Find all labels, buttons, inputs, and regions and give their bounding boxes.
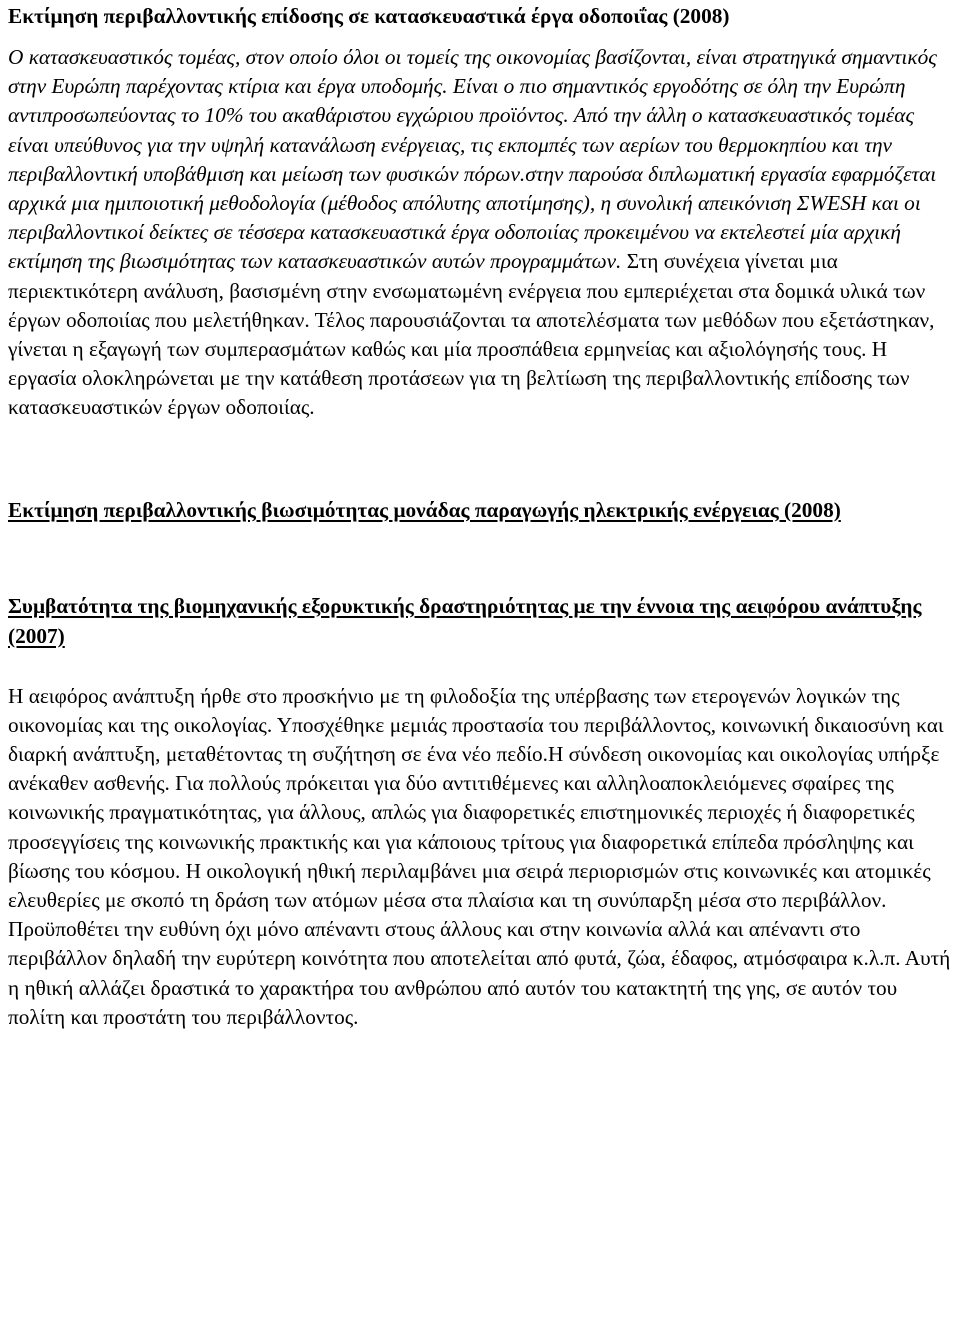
section-title-mining-sustainability: Συμβατότητα της βιομηχανικής εξορυκτικής δραστηριότητας με την έννοια της αειφόρου ανάπτυξης (2007) <box>8 593 922 648</box>
paragraph-sustainable-development: Η αειφόρος ανάπτυξη ήρθε στο προσκήνιο με τη φιλοδοξία της υπέρβασης των ετερογενών λογικών της οικονομίας και της οικολογίας. Υποσχέθηκε μεμιάς προστασία του περιβάλλοντος, κοινωνική δικαιοσύνη και διαρκή ανάπτυξη, μεταθέτοντας τη συζήτηση σε ένα νέο πεδίο.Η σύνδεση οικονομίας και οικολογίας υπήρξε ανέκαθεν ασθενής. Για πολλούς πρόκειται για δύο αντιτιθέμενες και αλληλοαποκλειόμενες σφαίρες της κοινωνικής πραγματικότητας, για άλλους, απλώς για διαφορετικές επιστημονικές περιοχές ή διαφορετικές προσεγγίσεις της κοινωνικής πρακτικής και για κάποιους τρίτους για διαφορετικά επίπεδα πρόσληψης και βίωσης του κόσμου. Η οικολογική ηθική περιλαμβάνει μια σειρά περιορισμών στις κοινωνικές και ατομικές ελευθερίες με σκοπό τη δράση των ατόμων μέσα στα πλαίσια και τη συνύπαρξη μέσα στο περιβάλλον. Προϋποθέτει την ευθύνη όχι μόνο απέναντι στους άλλους και στην κοινωνία αλλά και απέναντι στο περιβάλλον δηλαδή την ευρύτερη κοινότητα που αποτελείται από φυτά, ζώα, έδαφος, ατμόσφαιρα κ.λ.π. Αυτή η ηθική αλλάζει δραστικά το χαρακτήρα του ανθρώπου από αυτόν του κατακτητή της γης, σε αυτόν του πολίτη και προστάτη του περιβάλλοντος. <box>8 683 951 1029</box>
paragraph-italic-part: Ο κατασκευαστικός τομέας, στον οποίο όλοι οι τομείς της οικονομίας βασίζονται, είναι στρατηγικά σημαντικός στην Ευρώπη παρέχοντας κτίρια και έργα υποδομής. Είναι ο πιο σημαντικός εργοδότης σε όλη την Ευρώπη αντιπροσωπεύοντας το 10% του ακαθάριστου εγχώριου προϊόντος. Από την άλλη ο κατασκευαστικός τομέας είναι υπεύθυνος για την υψηλή κατανάλωση ενέργειας, τις εκπομπές των αερίων του θερμοκηπίου και την περιβαλλοντική υποβάθμιση και μείωση των φυσικών πόρων.στην παρούσα διπλωματική εργασία εφαρμόζεται αρχικά μια ημιποιοτική μεθοδολογία (μέθοδος απόλυτης αποτίμησης), η συνολική απεικόνιση ΣWESH και οι περιβαλλοντικοί δείκτες σε τέσσερα κατασκευαστικά έργα οδοποιίας προκειμένου να εκτελεστεί μία αρχική εκτίμηση της βιωσιμότητας των κατασκευαστικών αυτών προγραμμάτων. <box>8 45 937 274</box>
section-title-power-plant: Εκτίμηση περιβαλλοντικής βιωσιμότητας μονάδας παραγωγής ηλεκτρικής ενέργειας (2008) <box>8 497 841 522</box>
paragraph-road-construction <box>8 43 952 423</box>
section-title-road-construction: Εκτίμηση περιβαλλοντικής επίδοσης σε κατασκευαστικά έργα οδοποιΐας (2008) <box>8 4 730 28</box>
paragraph-upright-part: Στη συνέχεια γίνεται μια περιεκτικότερη ανάλυση, βασισμένη στην ενσωματωμένη ενέργεια που εμπεριέχεται στα δομικά υλικά των έργων οδοποιίας που μελετήθηκαν. Τέλος παρουσιάζονται τα αποτελέσματα των μεθόδων που εξετάστηκαν, γίνεται η εξαγωγή των συμπερασμάτων καθώς και μία προσπάθεια ερμηνείας και αξιολόγησής τους. Η εργασία ολοκληρώνεται με την κατάθεση προτάσεων για τη βελτίωση της περιβαλλοντικής επίδοσης των κατασκευαστικών έργων οδοποιίας. <box>8 249 935 420</box>
document-page <box>8 0 952 1032</box>
